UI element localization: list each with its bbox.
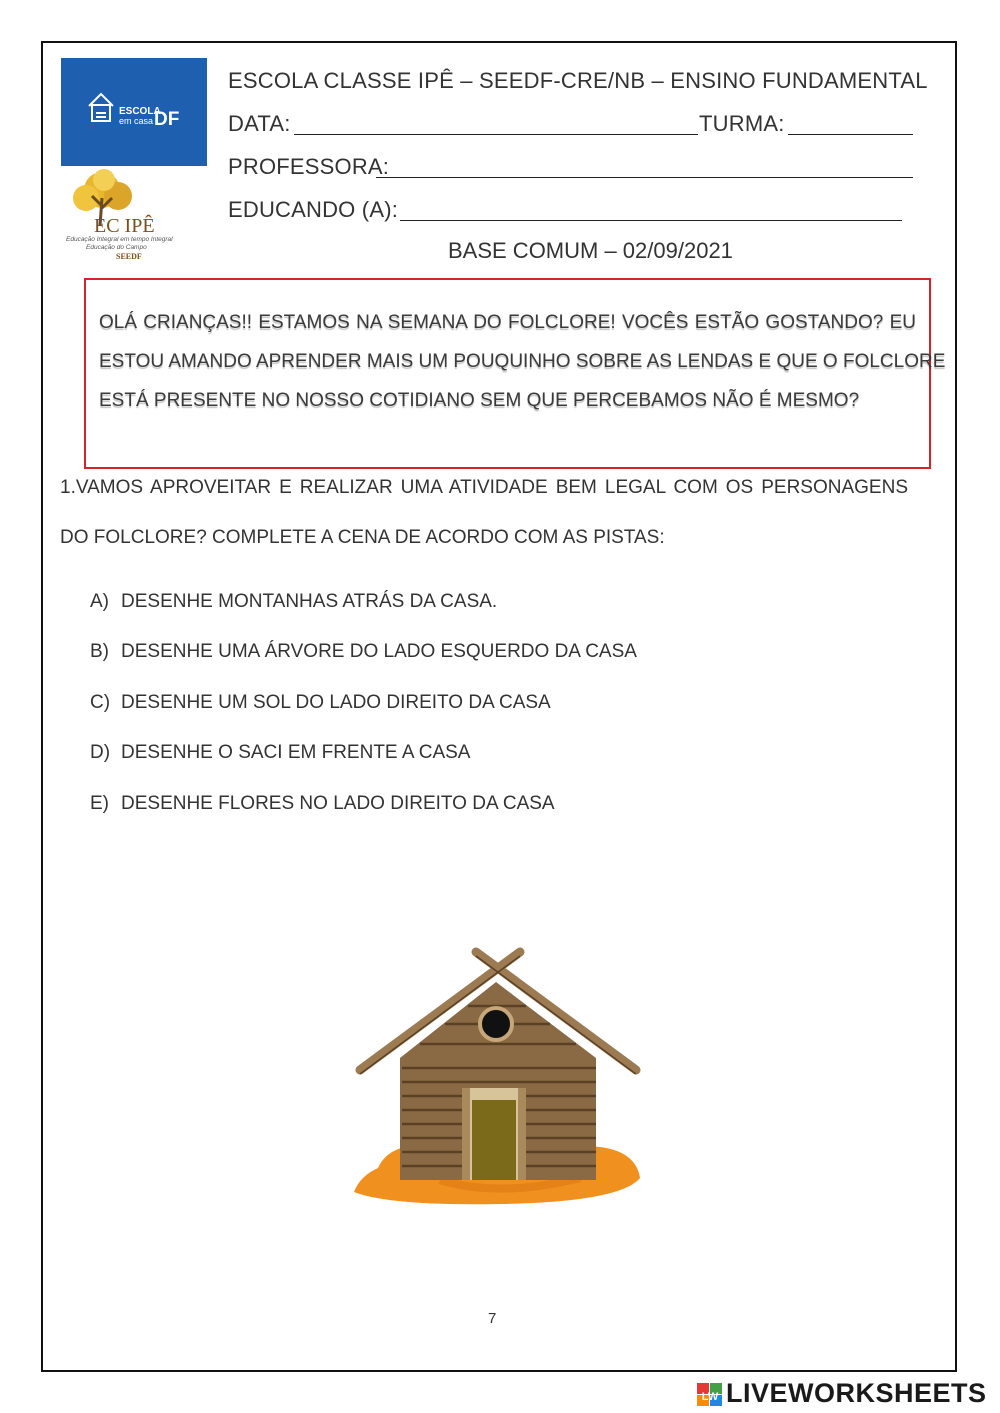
data-field[interactable] xyxy=(294,134,698,135)
instruction-item xyxy=(90,591,497,613)
item-text: DESENHE O SACI EM FRENTE A CASA xyxy=(121,742,471,763)
logo-df-text: DF xyxy=(154,109,180,130)
liveworksheets-icon xyxy=(697,1383,723,1407)
notice-line-2: ESTOU AMANDO APRENDER MAIS UM POUQUINHO SOBRE AS LENDAS E QUE O FOLCLORE xyxy=(99,351,946,372)
professora-field[interactable] xyxy=(376,177,913,178)
liveworksheets-watermark[interactable]: LIVEWORKSHEETS xyxy=(726,1378,987,1408)
liveworksheets-icon-letters: LW xyxy=(701,1391,719,1403)
ec-ipe-subtitle-2: Educação do Campo xyxy=(86,244,147,251)
educando-field[interactable] xyxy=(400,220,902,221)
escola-em-casa-df-logo xyxy=(61,58,207,166)
data-label: DATA: xyxy=(228,111,291,136)
item-text: DESENHE UM SOL DO LADO DIREITO DA CASA xyxy=(121,692,551,713)
notice-line-3: ESTÁ PRESENTE NO NOSSO COTIDIANO SEM QUE PERCEBAMOS NÃO É MESMO? xyxy=(99,390,860,411)
item-text: DESENHE MONTANHAS ATRÁS DA CASA. xyxy=(121,591,498,612)
ec-ipe-logo xyxy=(64,168,204,266)
logo-escola-text: ESCOLA xyxy=(119,106,161,117)
turma-field[interactable] xyxy=(788,134,913,135)
notice-box xyxy=(84,278,946,469)
ec-ipe-name: EC IPÊ xyxy=(94,215,155,237)
question-line-2: DO FOLCLORE? COMPLETE A CENA DE ACORDO COM AS PISTAS: xyxy=(60,527,665,548)
notice-line-1: OLÁ CRIANÇAS!! ESTAMOS NA SEMANA DO FOLCLORE! VOCÊS ESTÃO GOSTANDO? EU xyxy=(99,312,916,333)
item-text: DESENHE UMA ÁRVORE DO LADO ESQUERDO DA CASA xyxy=(121,641,637,662)
item-letter: C) xyxy=(90,692,111,713)
instruction-item xyxy=(90,742,470,764)
school-title: ESCOLA CLASSE IPÊ – SEEDF-CRE/NB – ENSINO FUNDAMENTAL xyxy=(228,68,928,93)
instruction-item xyxy=(90,692,551,714)
instruction-item xyxy=(90,641,637,663)
educando-label: EDUCANDO (A): xyxy=(228,197,399,222)
ec-ipe-subtitle-1: Educação Integral em tempo Integral xyxy=(66,236,173,243)
log-cabin-illustration xyxy=(350,940,650,1230)
house-book-icon xyxy=(89,94,113,121)
item-letter: E) xyxy=(90,793,109,814)
item-letter: B) xyxy=(90,641,109,662)
question-line-1: 1.VAMOS APROVEITAR E REALIZAR UMA ATIVIDADE BEM LEGAL COM OS PERSONAGENS xyxy=(60,477,908,498)
ec-ipe-subtitle-3: SEEDF xyxy=(116,252,142,261)
door xyxy=(472,1100,516,1180)
turma-label: TURMA: xyxy=(699,111,785,136)
item-letter: D) xyxy=(90,742,111,763)
professora-label: PROFESSORA: xyxy=(228,154,390,179)
item-text: DESENHE FLORES NO LADO DIREITO DA CASA xyxy=(121,793,555,814)
item-letter: A) xyxy=(90,591,109,612)
instruction-item xyxy=(90,793,555,815)
logo-em-casa-text: em casa xyxy=(119,116,154,126)
round-window xyxy=(480,1008,512,1040)
base-comum-date: BASE COMUM – 02/09/2021 xyxy=(448,238,733,263)
page-number: 7 xyxy=(488,1310,497,1327)
